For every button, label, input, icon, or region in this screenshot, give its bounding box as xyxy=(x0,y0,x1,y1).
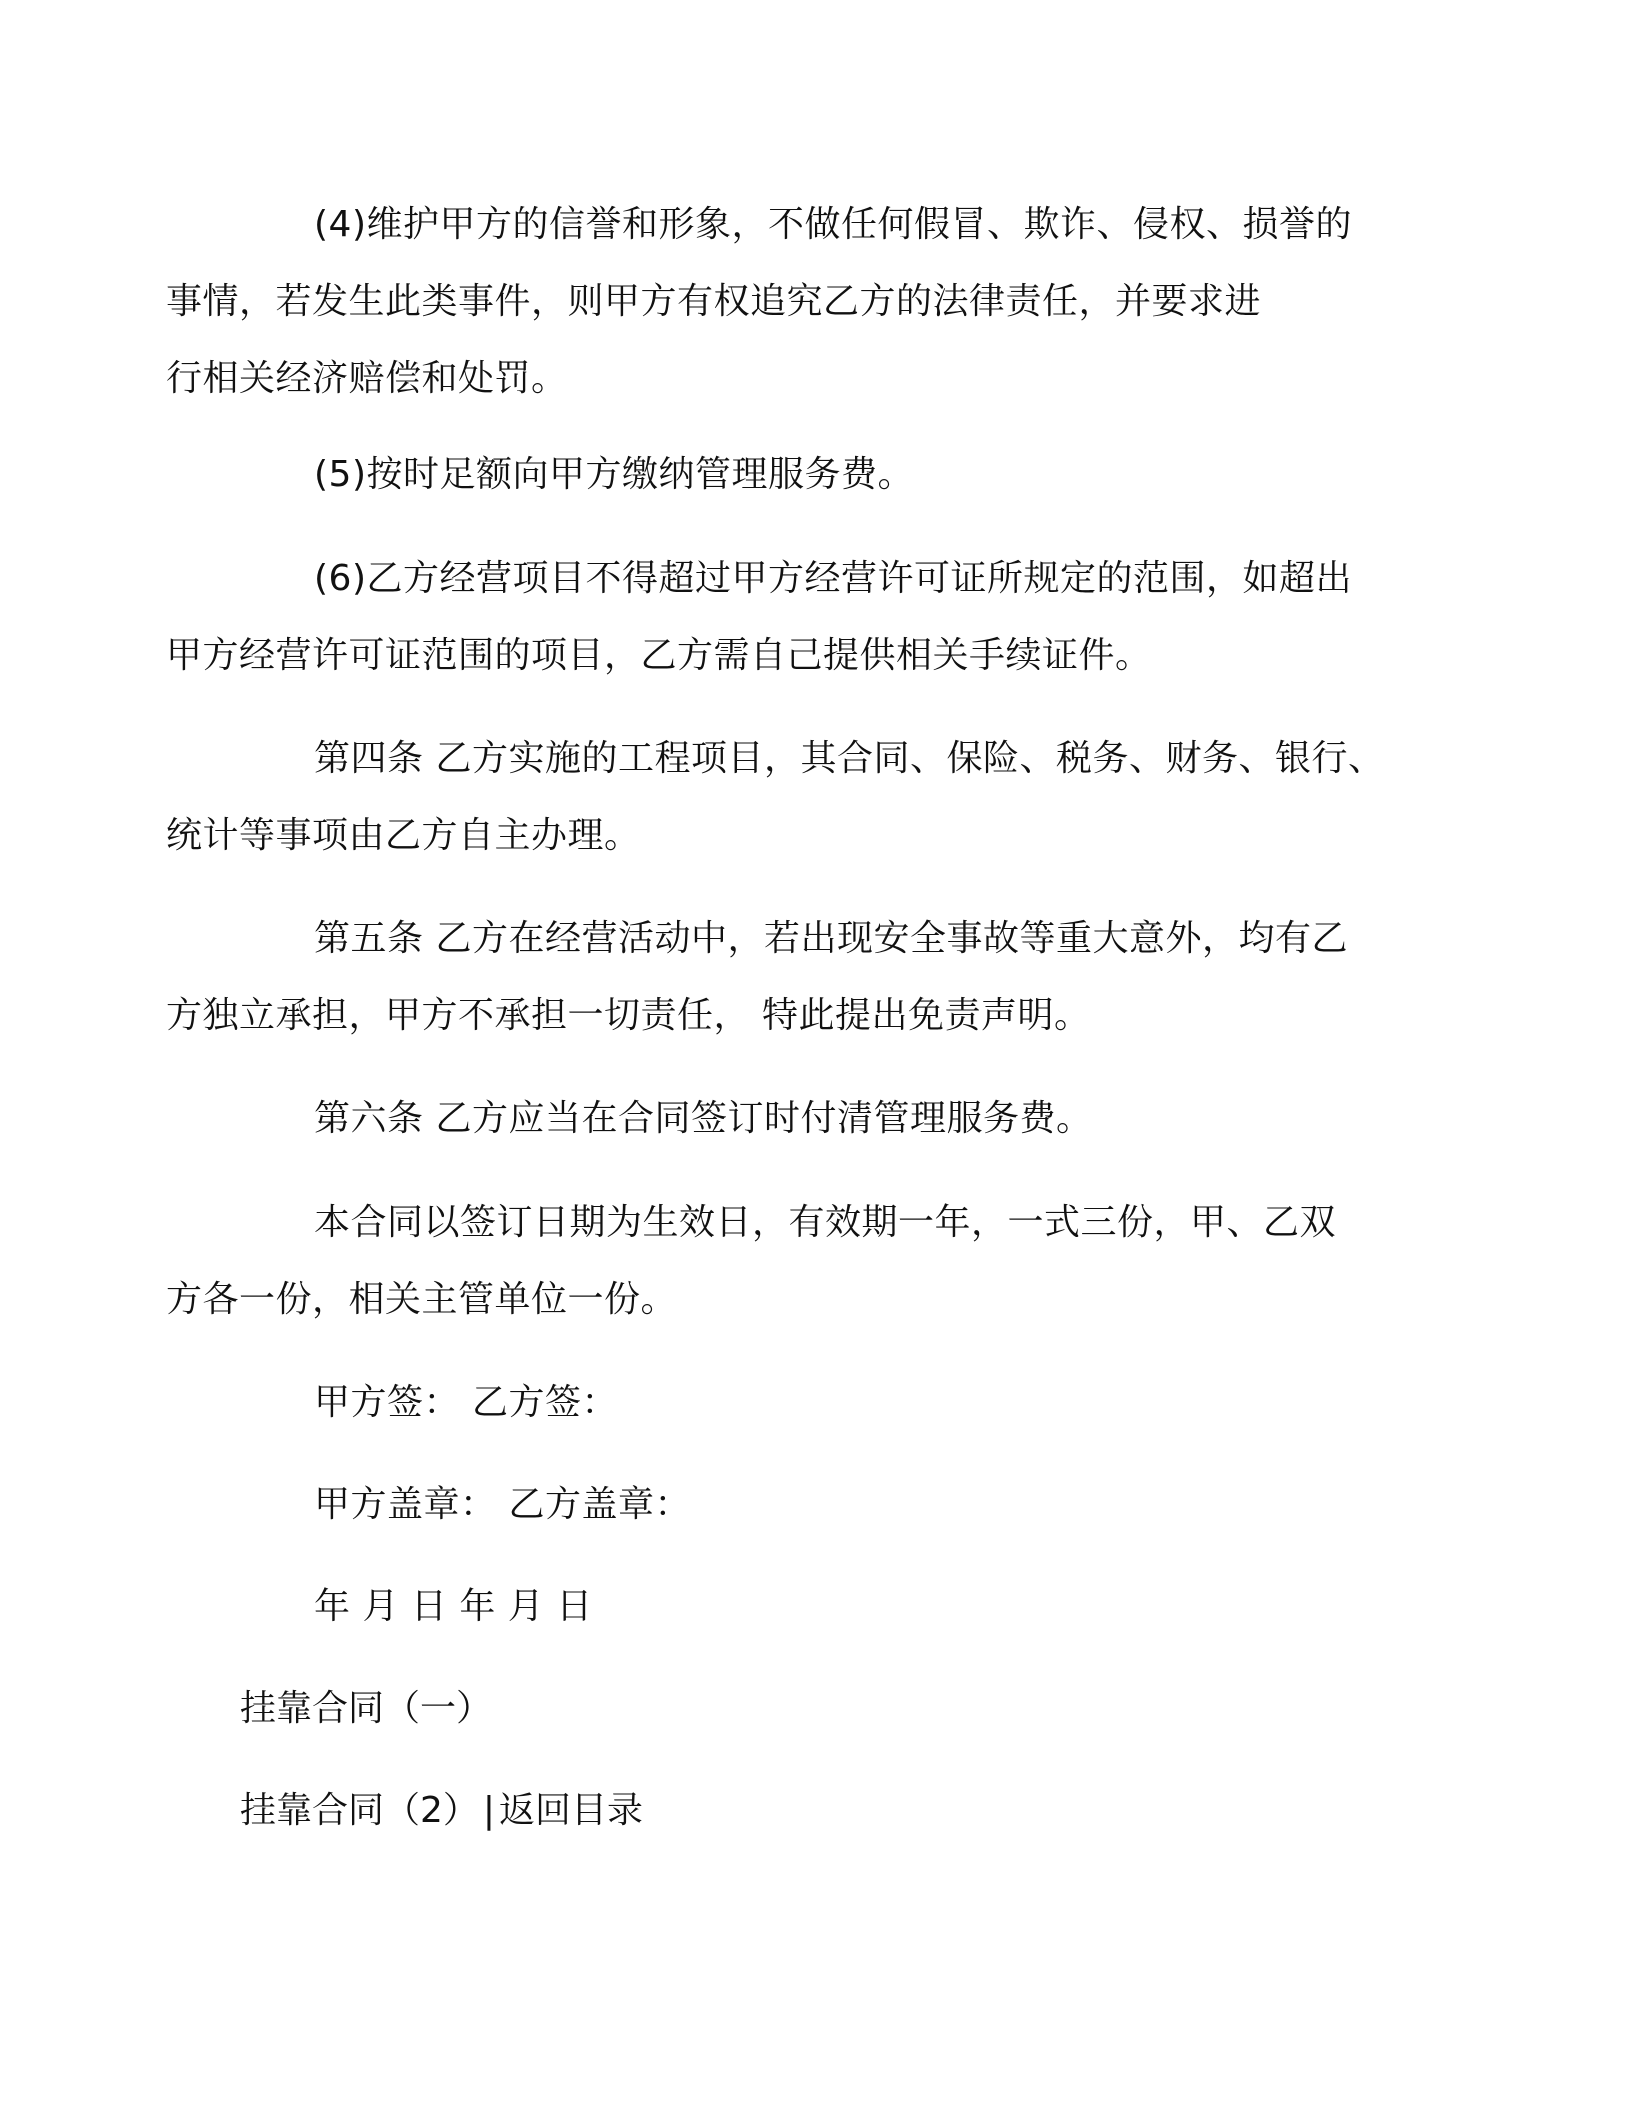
text-line: 方各一份，相关主管单位一份。 xyxy=(166,1279,678,1320)
text-line: 统计等事项由乙方自主办理。 xyxy=(166,815,641,856)
text-line: 年 月 日 年 月 日 xyxy=(314,1586,593,1627)
text-line: 甲方签： 乙方签： xyxy=(314,1382,618,1423)
text-line: (6)乙方经营项目不得超过甲方经营许可证所规定的范围，如超出 xyxy=(314,558,1352,599)
date-line xyxy=(240,1568,1390,1645)
text-line: 甲方盖章： 乙方盖章： xyxy=(314,1484,691,1525)
link-separator: | xyxy=(482,1790,496,1831)
text-line: (5)按时足额向甲方缴纳管理服务费。 xyxy=(314,454,914,495)
text-line: 行相关经济赔偿和处罚。 xyxy=(166,358,568,399)
contract-one-row xyxy=(240,1670,492,1747)
text-line: 方独立承担，甲方不承担一切责任， 特此提出免责声明。 xyxy=(166,995,1091,1036)
clause-paragraph xyxy=(166,540,1390,694)
article-paragraph xyxy=(240,1080,1390,1157)
text-line: 本合同以签订日期为生效日，有效期一年，一式三份，甲、乙双 xyxy=(314,1202,1337,1243)
text-line: 第四条 乙方实施的工程项目，其合同、保险、税务、财务、银行、 xyxy=(314,738,1385,779)
signature-line xyxy=(240,1364,1390,1441)
contract-two-link[interactable]: 挂靠合同（2） xyxy=(240,1790,479,1831)
article-paragraph xyxy=(166,900,1390,1054)
text-line: 甲方经营许可证范围的项目，乙方需自己提供相关手续证件。 xyxy=(166,635,1152,676)
contract-nav-row xyxy=(240,1772,643,1849)
seal-line xyxy=(240,1466,1390,1543)
text-line: 事情，若发生此类事件，则甲方有权追究乙方的法律责任，并要求进 xyxy=(166,281,1262,322)
clause-paragraph xyxy=(166,186,1390,417)
contract-one-link[interactable]: 挂靠合同（一） xyxy=(240,1688,493,1729)
back-to-toc-link[interactable]: 返回目录 xyxy=(499,1790,644,1831)
article-paragraph xyxy=(166,720,1390,874)
text-line: 第六条 乙方应当在合同签订时付清管理服务费。 xyxy=(314,1098,1093,1139)
text-line: (4)维护甲方的信誉和形象，不做任何假冒、欺诈、侵权、损誉的 xyxy=(314,204,1352,245)
validity-paragraph xyxy=(166,1184,1390,1338)
clause-paragraph xyxy=(240,436,1390,513)
text-line: 第五条 乙方在经营活动中，若出现安全事故等重大意外，均有乙 xyxy=(314,918,1348,959)
